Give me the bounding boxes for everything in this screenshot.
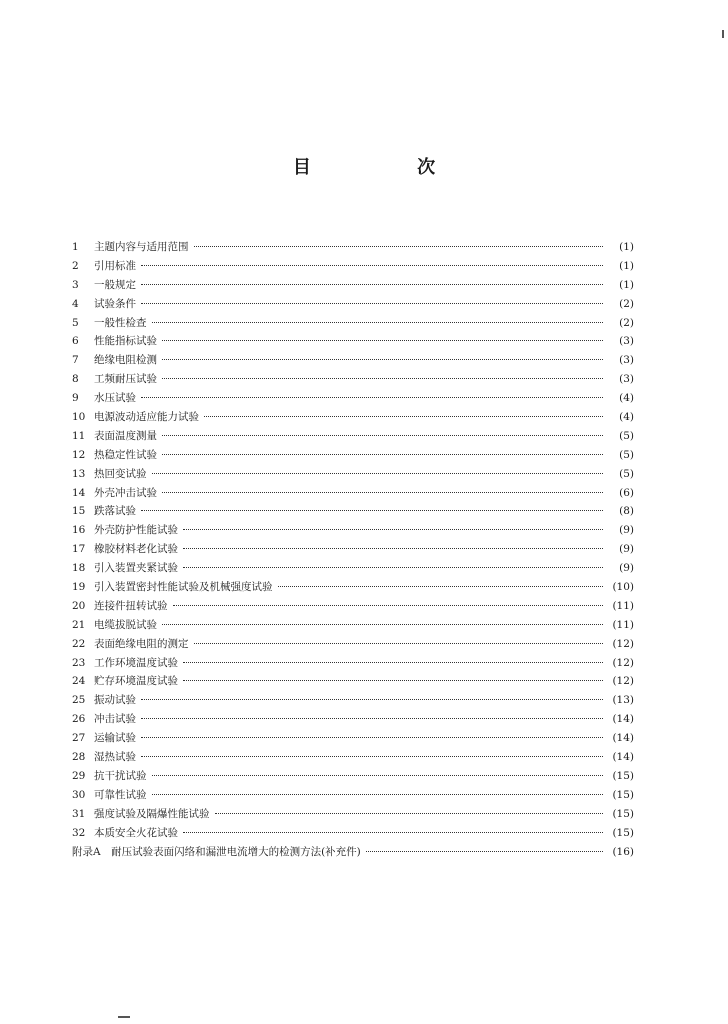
- toc-entry-number: 7: [72, 354, 79, 367]
- toc-entry-page: (1): [619, 278, 634, 291]
- toc-entry: [72, 502, 634, 521]
- dot-leader: [141, 284, 603, 285]
- toc-entry-page: (3): [619, 354, 634, 367]
- toc-entry-page: (5): [619, 448, 634, 461]
- dot-leader: [183, 567, 603, 568]
- toc-entry-title: 表面温度测量: [94, 429, 157, 442]
- table-of-contents: [72, 238, 634, 861]
- toc-entry-number: 5: [72, 316, 79, 329]
- toc-entry: [72, 635, 634, 654]
- toc-entry-number: 32: [72, 826, 86, 839]
- toc-entry-title: 引用标准: [94, 259, 136, 272]
- toc-entry-number: 15: [72, 505, 86, 518]
- dot-leader: [173, 605, 604, 606]
- toc-entry-title: 主题内容与适用范围: [94, 241, 189, 253]
- toc-entry-page: (10): [612, 581, 634, 594]
- dot-leader: [183, 548, 603, 549]
- toc-entry-title: 引入装置密封性能试验及机械强度试验: [94, 581, 273, 594]
- dot-leader: [141, 718, 603, 719]
- toc-entry-title: 振动试验: [94, 694, 136, 707]
- toc-entry-title: 湿热试验: [94, 751, 136, 764]
- dot-leader: [183, 662, 603, 663]
- toc-entry-title: 试验条件: [94, 297, 136, 310]
- dot-leader: [194, 643, 604, 644]
- toc-entry-number: 27: [72, 732, 86, 745]
- toc-entry-title: 可靠性试验: [94, 788, 147, 801]
- toc-entry-title: 热稳定性试验: [94, 448, 157, 461]
- toc-entry-title: 表面绝缘电阻的测定: [94, 637, 189, 650]
- dot-leader: [162, 492, 603, 493]
- toc-entry-title: 电源波动适应能力试验: [94, 411, 199, 424]
- toc-entry-number: 29: [72, 769, 86, 782]
- toc-entry-title: 贮存环境温度试验: [94, 675, 178, 688]
- toc-entry-number: 31: [72, 807, 86, 820]
- toc-entry: [72, 578, 634, 597]
- toc-entry: [72, 484, 634, 503]
- toc-entry-title: 绝缘电阻检测: [94, 354, 157, 367]
- toc-entry: [72, 446, 634, 465]
- toc-entry: [72, 389, 634, 408]
- toc-entry-page: (8): [619, 505, 634, 518]
- toc-entry: [72, 748, 634, 767]
- toc-entry-number: 9: [72, 392, 79, 405]
- toc-entry-page: (9): [619, 543, 634, 556]
- toc-entry: [72, 427, 634, 446]
- toc-entry-number: 20: [72, 599, 86, 612]
- toc-entry: [72, 786, 634, 805]
- toc-entry-title: 性能指标试验: [94, 335, 157, 348]
- toc-entry-page: (2): [619, 297, 634, 310]
- toc-entry-page: (12): [612, 637, 634, 650]
- toc-entry-page: (3): [619, 373, 634, 386]
- toc-entry-page: (9): [619, 562, 634, 575]
- dot-leader: [141, 699, 603, 700]
- toc-entry: [72, 314, 634, 333]
- toc-entry-number: 22: [72, 637, 86, 650]
- toc-entry-title: 抗干扰试验: [94, 769, 147, 782]
- toc-entry-title: 强度试验及隔爆性能试验: [94, 807, 210, 820]
- toc-appendix-title: 附录A 耐压试验表面闪络和漏泄电流增大的检测方法(补充件): [72, 845, 361, 858]
- toc-entry: [72, 691, 634, 710]
- toc-entry-title: 橡胶材料老化试验: [94, 543, 178, 556]
- toc-entry: [72, 710, 634, 729]
- dot-leader: [162, 435, 603, 436]
- toc-entry: [72, 257, 634, 276]
- scan-speck: [118, 1016, 130, 1018]
- toc-entry-title: 水压试验: [94, 392, 136, 405]
- toc-entry-page: (3): [619, 335, 634, 348]
- toc-entry-page: (12): [612, 656, 634, 669]
- dot-leader: [162, 359, 603, 360]
- toc-entry-number: 13: [72, 467, 86, 480]
- toc-entry-number: 2: [72, 259, 79, 272]
- toc-entry-title: 连接件扭转试验: [94, 599, 168, 612]
- toc-entry: [72, 238, 634, 257]
- toc-entry-title: 工频耐压试验: [94, 373, 157, 386]
- toc-entry: [72, 672, 634, 691]
- toc-entry: [72, 295, 634, 314]
- dot-leader: [183, 529, 603, 530]
- toc-entry: [72, 616, 634, 635]
- toc-entry-title: 跌落试验: [94, 505, 136, 518]
- toc-entry-page: (4): [619, 411, 634, 424]
- toc-entry-page: (14): [612, 713, 634, 726]
- dot-leader: [194, 246, 604, 247]
- toc-entry-title: 冲击试验: [94, 713, 136, 726]
- toc-entry-title: 一般规定: [94, 278, 136, 291]
- dot-leader: [162, 378, 603, 379]
- toc-entry-number: 16: [72, 524, 86, 537]
- dot-leader: [278, 586, 604, 587]
- dot-leader: [162, 454, 603, 455]
- dot-leader: [152, 794, 604, 795]
- toc-entry-page: (4): [619, 392, 634, 405]
- toc-entry: [72, 465, 634, 484]
- toc-entry: [72, 729, 634, 748]
- toc-entry-number: 26: [72, 713, 86, 726]
- toc-entry-page: (9): [619, 524, 634, 537]
- toc-entry: [72, 654, 634, 673]
- toc-entry: [72, 559, 634, 578]
- toc-entry: [72, 332, 634, 351]
- page-title: 目 次: [292, 157, 486, 178]
- toc-entry-page: (11): [612, 618, 634, 631]
- toc-entry-page: (15): [612, 769, 634, 782]
- toc-entry-title: 外壳防护性能试验: [94, 524, 178, 537]
- dot-leader: [162, 340, 603, 341]
- toc-entry: [72, 521, 634, 540]
- toc-entry-number: 3: [72, 278, 79, 291]
- dot-leader: [204, 416, 603, 417]
- toc-entry-page: (5): [619, 467, 634, 480]
- toc-entry-title: 热回变试验: [94, 467, 147, 480]
- toc-entry-number: 28: [72, 751, 86, 764]
- toc-entry-page: (13): [612, 694, 634, 707]
- toc-entry-title: 运输试验: [94, 732, 136, 745]
- toc-entry-page: (1): [619, 241, 634, 253]
- toc-entry-title: 一般性检查: [94, 316, 147, 329]
- toc-entry-number: 21: [72, 618, 86, 631]
- toc-entry-title: 电缆拔脱试验: [94, 618, 157, 631]
- toc-entry: [72, 276, 634, 295]
- dot-leader: [141, 265, 603, 266]
- toc-entry-number: 25: [72, 694, 86, 707]
- toc-entry-number: 10: [72, 411, 86, 424]
- toc-entry-number: 14: [72, 486, 86, 499]
- toc-entry: [72, 408, 634, 427]
- toc-entry-number: 23: [72, 656, 86, 669]
- toc-entry-page: (15): [612, 788, 634, 801]
- toc-entry-title: 引入装置夹紧试验: [94, 562, 178, 575]
- toc-entry-page: (15): [612, 807, 634, 820]
- toc-entry-page: (6): [619, 486, 634, 499]
- dot-leader: [141, 303, 603, 304]
- dot-leader: [366, 851, 603, 852]
- toc-entry-page: (1): [619, 259, 634, 272]
- dot-leader: [141, 397, 603, 398]
- toc-entry-page: (12): [612, 675, 634, 688]
- dot-leader: [183, 680, 603, 681]
- dot-leader: [162, 624, 603, 625]
- toc-entry-number: 1: [72, 241, 79, 253]
- toc-entry: [72, 540, 634, 559]
- toc-entry-number: 19: [72, 581, 86, 594]
- toc-entry: [72, 805, 634, 824]
- toc-appendix-entry: [72, 843, 634, 862]
- dot-leader: [152, 322, 604, 323]
- toc-entry-number: 24: [72, 675, 86, 688]
- toc-entry-number: 18: [72, 562, 86, 575]
- dot-leader: [141, 756, 603, 757]
- toc-entry: [72, 597, 634, 616]
- dot-leader: [141, 510, 603, 511]
- toc-entry-number: 8: [72, 373, 79, 386]
- dot-leader: [152, 473, 604, 474]
- toc-entry-title: 外壳冲击试验: [94, 486, 157, 499]
- toc-entry-number: 4: [72, 297, 79, 310]
- toc-entry-title: 本质安全火花试验: [94, 826, 178, 839]
- toc-entry: [72, 824, 634, 843]
- toc-entry: [72, 351, 634, 370]
- dot-leader: [141, 737, 603, 738]
- toc-appendix-page: (16): [612, 845, 634, 858]
- toc-entry: [72, 370, 634, 389]
- toc-entry-number: 6: [72, 335, 79, 348]
- toc-entry-page: (2): [619, 316, 634, 329]
- toc-entry-number: 12: [72, 448, 86, 461]
- toc-entry-number: 11: [72, 429, 86, 442]
- toc-entry-page: (15): [612, 826, 634, 839]
- toc-entry-number: 17: [72, 543, 86, 556]
- toc-entry-page: (11): [612, 599, 634, 612]
- dot-leader: [152, 775, 604, 776]
- dot-leader: [183, 832, 603, 833]
- toc-entry-number: 30: [72, 788, 86, 801]
- toc-entry-page: (14): [612, 751, 634, 764]
- toc-entry-page: (5): [619, 429, 634, 442]
- toc-entry-page: (14): [612, 732, 634, 745]
- scan-speck: [722, 30, 724, 38]
- toc-entry-title: 工作环境温度试验: [94, 656, 178, 669]
- dot-leader: [215, 813, 604, 814]
- toc-entry: [72, 767, 634, 786]
